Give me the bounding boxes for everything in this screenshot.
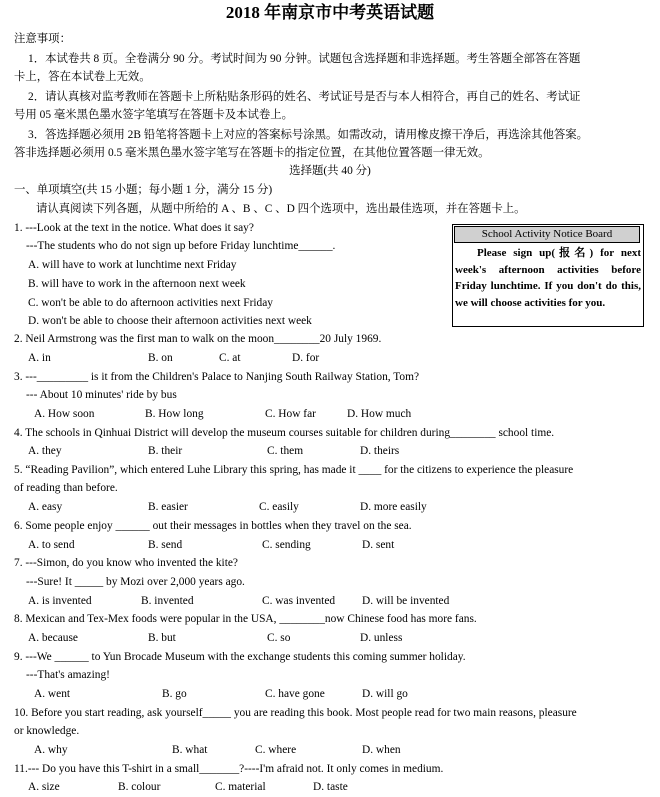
option: C. at — [219, 352, 241, 364]
question-stem: 7. ---Simon, do you know who invented the kite? — [14, 557, 238, 569]
question-stem: 11.--- Do you have this T-shirt in a small_______?----I'm afraid not. It only comes in medium. — [14, 763, 444, 775]
question-stem: or knowledge. — [14, 725, 80, 737]
question-stem: 10. Before you start reading, ask yourself_____ you are reading this book. Most people read for two main reasons, pleasure — [14, 707, 577, 719]
question-stem: ---Sure! It _____ by Mozi over 2,000 years ago. — [26, 576, 245, 588]
page-title: 2018 年南京市中考英语试题 — [225, 3, 435, 22]
question-stem: 5. “Reading Pavilion”, which entered Luhe Library this spring, has made it ____ for the citizens to experience the pleasure — [14, 464, 574, 476]
option: A. why — [34, 744, 68, 756]
option: C. material — [215, 781, 266, 793]
option: C. so — [267, 632, 291, 644]
question-stem: 2. Neil Armstrong was the first man to walk on the moon________20 July 1969. — [14, 333, 382, 345]
option: B. invented — [141, 595, 194, 607]
option: C. have gone — [265, 688, 325, 700]
option: D. unless — [360, 632, 403, 644]
option: D. theirs — [360, 445, 400, 457]
question-stem: 1. ---Look at the text in the notice. What does it say? — [14, 222, 254, 234]
option: B. go — [162, 688, 187, 700]
notice-board-text — [455, 245, 641, 311]
question-stem: 9. ---We ______ to Yun Brocade Museum with the exchange students this coming summer holiday. — [14, 651, 466, 663]
question-stem: 3. ---_________ is it from the Children's Palace to Nanjing South Railway Station, Tom? — [14, 371, 420, 383]
question-stem: ---That's amazing! — [26, 669, 110, 681]
note-3-line-2: 答非选择题必须用 0.5 毫米黑色墨水签字笔写在答题卡的指定位置，在其他位置答题一律无效。 — [14, 147, 490, 159]
option: B. easier — [148, 501, 188, 513]
option: D. more easily — [360, 501, 427, 513]
section-heading: 选择题(共 40 分) — [289, 165, 371, 177]
option: B. but — [148, 632, 176, 644]
note-3-line-1: 3．答选择题必须用 2B 铅笔将答题卡上对应的答案标号涂黑。如需改动，请用橡皮擦干净后，再选涂其他答案。 — [28, 129, 589, 141]
question-stem: of reading than before. — [14, 482, 118, 494]
option: A. because — [28, 632, 78, 644]
option: D. when — [362, 744, 401, 756]
option: B. How long — [145, 408, 204, 420]
notice-board-body: Please sign up(报名) for next week's afternoon activities before Friday lunchtime. If you don't do this, we will choose activities for you. — [455, 247, 641, 309]
question-stem: --- About 10 minutes' ride by bus — [26, 389, 177, 401]
option: B. colour — [118, 781, 161, 793]
question-stem: 6. Some people enjoy ______ out their messages in bottles when they travel on the sea. — [14, 520, 412, 532]
option: D. won't be able to choose their afternoon activities next week — [28, 315, 312, 327]
option: C. How far — [265, 408, 316, 420]
option: A. is invented — [28, 595, 92, 607]
question-stem: 8. Mexican and Tex-Mex foods were popular in the USA, ________now Chinese food has more fans. — [14, 613, 477, 625]
option: D. sent — [362, 539, 395, 551]
option: B. send — [148, 539, 183, 551]
note-1-line-1: 1．本试卷共 8 页。全卷满分 90 分。考试时间为 90 分钟。试题包含选择题和非选择题。考生答题全部答在答题 — [28, 53, 581, 65]
option: D. will be invented — [362, 595, 450, 607]
question-stem: ---The students who do not sign up before Friday lunchtime______. — [26, 240, 336, 252]
option: D. for — [292, 352, 320, 364]
option: A. will have to work at lunchtime next Friday — [28, 259, 237, 271]
option: B. their — [148, 445, 183, 457]
note-2-line-1: 2．请认真核对监考教师在答题卡上所粘贴条形码的姓名、考试证号是否与本人相符合，再自己的姓名、考试证 — [28, 91, 581, 103]
option: C. sending — [262, 539, 311, 551]
question-stem: 4. The schools in Qinhuai District will develop the museum courses suitable for children during________ school time. — [14, 427, 555, 439]
option: A. they — [28, 445, 62, 457]
option: B. will have to work in the afternoon next week — [28, 278, 246, 290]
option: C. won't be able to do afternoon activities next Friday — [28, 297, 273, 309]
option: A. size — [28, 781, 60, 793]
option: A. easy — [28, 501, 63, 513]
option: B. on — [148, 352, 173, 364]
option: C. easily — [259, 501, 299, 513]
note-1-line-2: 卡上，答在本试卷上无效。 — [14, 71, 151, 83]
notes-heading: 注意事项： — [14, 33, 71, 45]
option: A. went — [34, 688, 71, 700]
notice-board-title: School Activity Notice Board — [454, 226, 640, 243]
instruction-text: 请认真阅读下列各题，从题中所给的 A 、B 、C 、D 四个选项中，选出最佳选项，并在答题卡上。 — [36, 203, 526, 215]
part-heading: 一、单项填空(共 15 小题；每小题 1 分，满分 15 分) — [14, 184, 273, 196]
option: C. them — [267, 445, 304, 457]
option: A. to send — [28, 539, 75, 551]
option: D. taste — [313, 781, 348, 793]
option: D. will go — [362, 688, 408, 700]
option: D. How much — [347, 408, 412, 420]
option: C. was invented — [262, 595, 336, 607]
note-2-line-2: 号用 05 毫米黑色墨水签字笔填写在答题卡及本试卷上。 — [14, 109, 294, 121]
option: B. what — [172, 744, 208, 756]
option: A. in — [28, 352, 51, 364]
option: C. where — [255, 744, 297, 756]
option: A. How soon — [34, 408, 95, 420]
